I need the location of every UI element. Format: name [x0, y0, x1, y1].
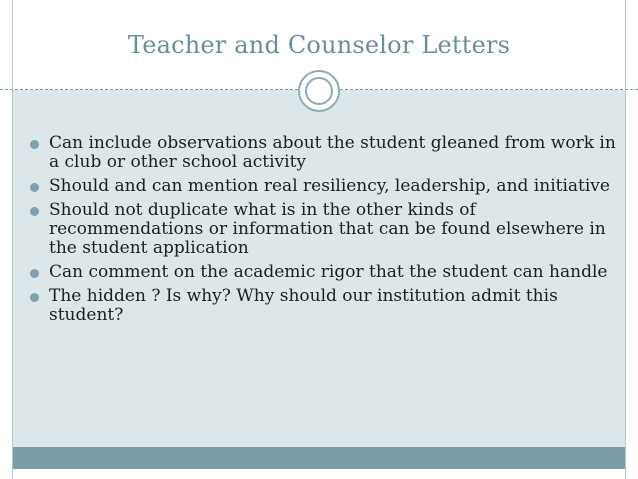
bullet-dot-icon [30, 207, 39, 216]
bullet-text: The hidden ? Is why? Why should our institution admit this student? [49, 286, 558, 325]
bullet-dot-icon [30, 269, 39, 278]
bullet-dot-icon [30, 293, 39, 302]
bullet-text: Should not duplicate what is in the other kinds of recommendations or information that can be found elsewhere in the student application [49, 200, 606, 258]
bullet-list [25, 134, 620, 330]
bullet-text: Should and can mention real resiliency, leadership, and initiative [49, 176, 610, 196]
bullet-text: Can include observations about the student gleaned from work in a club or other school activity [49, 133, 616, 172]
bullet-item [25, 287, 620, 325]
bullet-dot-icon [30, 140, 39, 149]
bullet-item [25, 263, 620, 282]
bullet-item [25, 201, 620, 258]
slide-title: Teacher and Counselor Letters [127, 31, 511, 59]
bullet-item [25, 134, 620, 172]
circle-ornament-icon [298, 70, 340, 112]
circle-inner-icon [305, 77, 333, 105]
bullet-item [25, 177, 620, 196]
bullet-text: Can comment on the academic rigor that the student can handle [49, 262, 608, 282]
bullet-dot-icon [30, 183, 39, 192]
